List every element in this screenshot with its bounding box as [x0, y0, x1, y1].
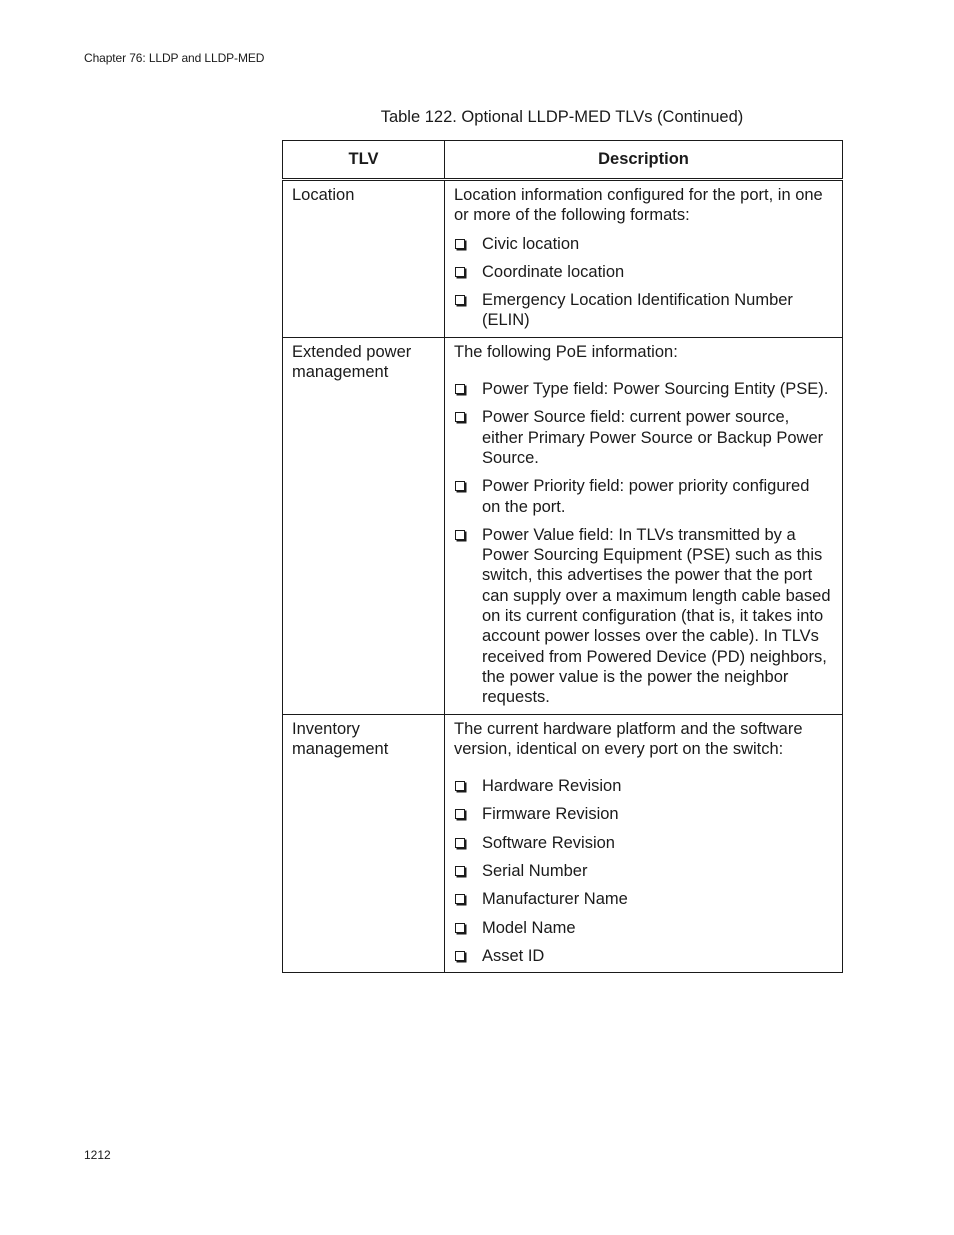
- tlv-description: [445, 180, 843, 338]
- list-item: [454, 946, 832, 966]
- square-bullet-icon: [455, 239, 465, 249]
- list-item: [454, 833, 832, 853]
- square-bullet-icon: [455, 894, 465, 904]
- square-bullet-icon: [455, 866, 465, 876]
- bullet-list: [454, 776, 832, 966]
- list-item-text: Asset ID: [482, 946, 545, 965]
- tlv-description: [445, 337, 843, 714]
- list-item: [454, 918, 832, 938]
- list-item-text: Power Source field: current power source, either Primary Power Source or Backup Power Source.: [482, 408, 824, 467]
- square-bullet-icon: [455, 481, 465, 491]
- list-item: [454, 889, 832, 909]
- list-item: [454, 861, 832, 881]
- table-row: [283, 714, 843, 973]
- list-item: [454, 379, 832, 399]
- square-bullet-icon: [455, 530, 465, 540]
- description-intro: The following PoE information:: [454, 342, 678, 361]
- table-caption: Table 122. Optional LLDP-MED TLVs (Continued): [380, 108, 744, 126]
- list-item-text: Power Value field: In TLVs transmitted by a Power Sourcing Equipment (PSE) such as this switch, this advertises the power that the port can supply over a maximum length cable based on its current configuration (that is, it takes into account power losses over the cable). In TLVs received from Powered Device (PD) neighbors, the power value is the power the neighbor requests.: [482, 525, 831, 707]
- square-bullet-icon: [455, 809, 465, 819]
- list-item-text: Power Priority field: power priority configured on the port.: [482, 477, 810, 516]
- square-bullet-icon: [455, 412, 465, 422]
- bullet-list: [454, 379, 832, 707]
- list-item: [454, 525, 832, 708]
- running-head: Chapter 76: LLDP and LLDP-MED: [84, 51, 265, 65]
- square-bullet-icon: [455, 781, 465, 791]
- tlv-table: [282, 140, 843, 973]
- bullet-list: [454, 234, 832, 331]
- table-header-row: [283, 141, 843, 180]
- square-bullet-icon: [455, 384, 465, 394]
- list-item-text: Software Revision: [482, 833, 615, 852]
- square-bullet-icon: [455, 295, 465, 305]
- list-item: [454, 776, 832, 796]
- list-item: [454, 290, 832, 331]
- list-item-text: Firmware Revision: [482, 805, 619, 824]
- tlv-name-location: Location: [283, 180, 445, 338]
- column-header-description: Description: [445, 141, 843, 180]
- list-item: [454, 476, 832, 517]
- list-item-text: Emergency Location Identification Number (ELIN): [482, 291, 793, 330]
- list-item-text: Model Name: [482, 918, 576, 937]
- column-header-tlv: TLV: [283, 141, 445, 180]
- tlv-description: [445, 714, 843, 973]
- list-item-text: Manufacturer Name: [482, 890, 628, 909]
- square-bullet-icon: [455, 951, 465, 961]
- list-item: [454, 234, 832, 254]
- list-item-text: Serial Number: [482, 862, 588, 881]
- description-intro: Location information configured for the port, in one or more of the following formats:: [454, 186, 823, 225]
- square-bullet-icon: [455, 923, 465, 933]
- list-item-text: Power Type field: Power Sourcing Entity (PSE).: [482, 380, 829, 399]
- page-number: 1212: [84, 1148, 111, 1162]
- tlv-name-inventory: Inventory management: [283, 714, 445, 973]
- list-item-text: Hardware Revision: [482, 777, 622, 796]
- square-bullet-icon: [455, 267, 465, 277]
- list-item-text: Coordinate location: [482, 262, 625, 281]
- list-item: [454, 407, 832, 468]
- description-intro: The current hardware platform and the software version, identical on every port on the switch:: [454, 719, 803, 758]
- table-row: [283, 180, 843, 338]
- list-item: [454, 262, 832, 282]
- list-item: [454, 804, 832, 824]
- tlv-name-extended-power: Extended power management: [283, 337, 445, 714]
- table-row: [283, 337, 843, 714]
- list-item-text: Civic location: [482, 234, 580, 253]
- square-bullet-icon: [455, 838, 465, 848]
